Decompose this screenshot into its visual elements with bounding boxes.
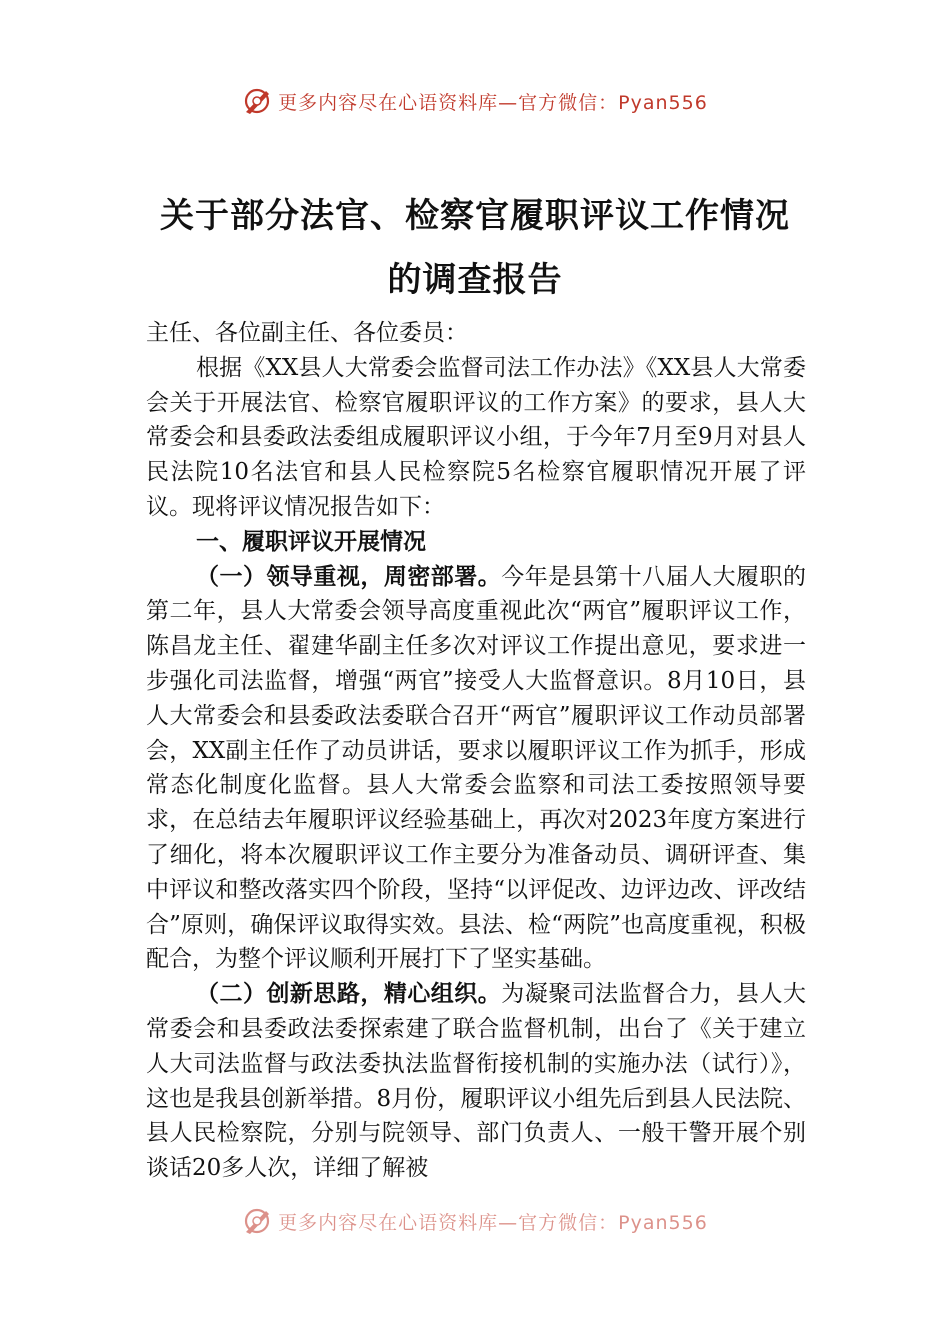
watermark-bottom xyxy=(0,1206,950,1236)
watermark-top xyxy=(0,86,950,116)
paragraph-1-body: 今年是县第十八届人大履职的第二年，县人大常委会领导高度重视此次“两官”履职评议工作，陈昌龙主任、翟建华副主任多次对评议工作提出意见，要求进一步强化司法监督，增强“两官”接受人大监督意识。8月10日，县人大常委会和县委政法委联合召开“两官”履职评议工作动员部署会，XX副主任作了动员讲话，要求以履职评议工作为抓手，形成常态化制度化监督。县人大常委会监察和司法工委按照领导要求，在总结去年履职评议经验基础上，再次对2023年度方案进行了细化，将本次履职评议工作主要分为准备动员、调研评查、集中评议和整改落实四个阶段，坚持“以评促改、边评边改、评改结合”原则，确保评议取得实效。县法、检“两院”也高度重视，积极配合，为整个评议顺利开展打下了坚实基础。 xyxy=(146,563,807,973)
salutation: 主任、各位副主任、各位委员： xyxy=(146,320,468,346)
paragraph-1 xyxy=(146,560,806,978)
intro-paragraph: 根据《XX县人大常委会监督司法工作办法》《XX县人大常委会关于开展法官、检察官履职评议的工作方案》的要求，县人大常委会和县委政法委组成履职评议小组，于今年7月至9月对县人民法院10名法官和县人民检察院5名检察官履职情况开展了评议。现将评议情况报告如下： xyxy=(146,354,806,520)
section-heading: 一、履职评议开展情况 xyxy=(196,528,426,555)
paragraph-1-lead: （一）领导重视，周密部署。 xyxy=(196,562,502,590)
pen-logo-icon xyxy=(242,1206,272,1236)
watermark-text: 更多内容尽在心语资料库—官方微信：Pyan556 xyxy=(278,1211,708,1234)
paragraph-2-body: 为凝聚司法监督合力，县人大常委会和县委政法委探索建了联合监督机制，出台了《关于建立人大司法监督与政法委执法监督衔接机制的实施办法（试行）》，这也是我县创新举措。8月份，履职评议小组先后到县人民法院、县人民检察院，分别与院领导、部门负责人、一般干警开展个别谈话20多人次，详细了解被 xyxy=(146,981,807,1182)
watermark-text: 更多内容尽在心语资料库—官方微信：Pyan556 xyxy=(278,91,708,114)
paragraph-2-lead: （二）创新思路，精心组织。 xyxy=(196,980,502,1008)
pen-logo-icon xyxy=(242,86,272,116)
page-title-line1: 关于部分法官、检察官履职评议工作情况 xyxy=(160,196,790,236)
page-title-line2: 的调查报告 xyxy=(387,260,563,300)
paragraph-2 xyxy=(146,977,806,1186)
document-body xyxy=(146,316,806,1186)
